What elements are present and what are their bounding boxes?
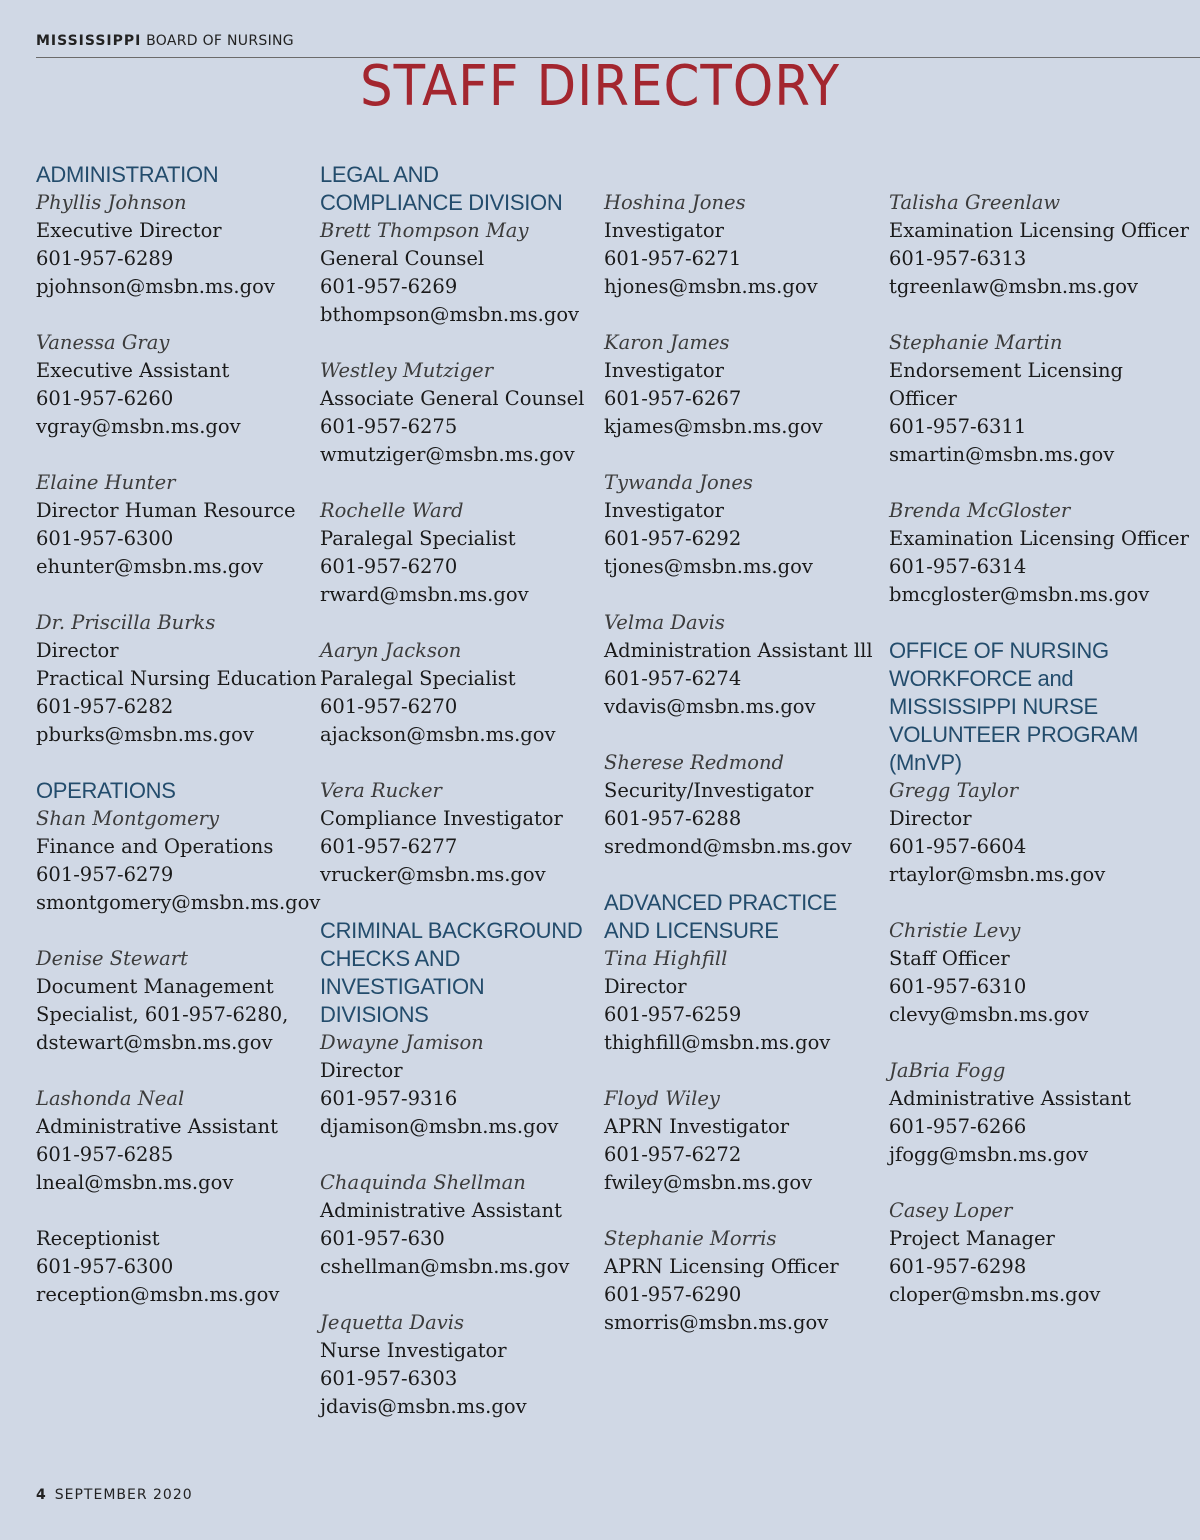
staff-detail: 601-957-630	[320, 1227, 445, 1250]
staff-email[interactable]: bthompson@msbn.ms.gov	[320, 303, 580, 326]
staff-detail: Administrative Assistant	[889, 1087, 1131, 1110]
staff-entry	[320, 1169, 600, 1281]
staff-email[interactable]: pjohnson@msbn.ms.gov	[36, 275, 275, 298]
staff-entry	[320, 357, 600, 469]
staff-name: Rochelle Ward	[320, 499, 464, 522]
directory-column-2	[320, 161, 600, 1421]
staff-name: Dr. Priscilla Burks	[36, 611, 216, 634]
staff-name: Casey Loper	[889, 1199, 1013, 1222]
staff-name: Floyd Wiley	[604, 1087, 720, 1110]
staff-entry	[604, 189, 884, 301]
staff-entry	[889, 917, 1189, 1029]
staff-detail: Paralegal Specialist	[320, 667, 516, 690]
section-heading-line: OFFICE OF NURSING	[889, 638, 1109, 663]
staff-detail: 601-957-6285	[36, 1143, 174, 1166]
staff-entry	[604, 945, 884, 1057]
staff-email[interactable]: jdavis@msbn.ms.gov	[320, 1395, 527, 1418]
staff-name: Christie Levy	[889, 919, 1021, 942]
staff-entry	[604, 469, 884, 581]
staff-detail: Investigator	[604, 219, 724, 242]
staff-detail: 601-957-9316	[320, 1087, 458, 1110]
staff-name: Gregg Taylor	[889, 779, 1019, 802]
section-heading-line: ADMINISTRATION	[36, 162, 219, 187]
staff-entry	[604, 609, 884, 721]
staff-email[interactable]: hjones@msbn.ms.gov	[604, 275, 818, 298]
staff-detail: 601-957-6314	[889, 555, 1027, 578]
staff-entry	[889, 777, 1189, 889]
staff-detail: Director	[889, 807, 972, 830]
staff-entry	[36, 189, 316, 301]
staff-name: Westley Mutziger	[320, 359, 494, 382]
staff-entry	[604, 749, 884, 861]
section-heading-line: MISSISSIPPI NURSE	[889, 694, 1098, 719]
masthead-org-bold: MISSISSIPPI	[36, 33, 142, 49]
staff-email[interactable]: thighfill@msbn.ms.gov	[604, 1031, 831, 1054]
staff-email[interactable]: vrucker@msbn.ms.gov	[320, 863, 546, 886]
staff-entry	[36, 1085, 316, 1197]
staff-detail: 601-957-6271	[604, 247, 742, 270]
masthead	[36, 33, 294, 49]
staff-email[interactable]: bmcgloster@msbn.ms.gov	[889, 583, 1150, 606]
section-heading	[889, 637, 1189, 777]
staff-email[interactable]: lneal@msbn.ms.gov	[36, 1171, 234, 1194]
staff-entry	[36, 329, 316, 441]
staff-entry	[320, 497, 600, 609]
issue-date: SEPTEMBER 2020	[54, 1487, 193, 1503]
staff-detail: Endorsement Licensing	[889, 359, 1123, 382]
staff-detail: Director	[320, 1059, 403, 1082]
staff-entry	[889, 189, 1189, 301]
staff-name: Stephanie Martin	[889, 331, 1063, 354]
staff-name: Talisha Greenlaw	[889, 191, 1061, 214]
section-heading	[36, 161, 316, 189]
page-title: STAFF DIRECTORY	[359, 54, 841, 119]
staff-detail: General Counsel	[320, 247, 485, 270]
staff-entry	[320, 1029, 600, 1141]
staff-email[interactable]: tgreenlaw@msbn.ms.gov	[889, 275, 1139, 298]
staff-detail: Director Human Resource	[36, 499, 296, 522]
staff-email[interactable]: smorris@msbn.ms.gov	[604, 1311, 829, 1334]
staff-detail: 601-957-6300	[36, 1255, 174, 1278]
staff-entry	[604, 329, 884, 441]
staff-entry	[320, 1309, 600, 1421]
staff-detail: 601-957-6288	[604, 807, 742, 830]
staff-detail: Receptionist	[36, 1227, 160, 1250]
staff-detail: 601-957-6274	[604, 667, 742, 690]
staff-detail: Associate General Counsel	[320, 387, 585, 410]
section-heading-line: VOLUNTEER PROGRAM (MnVP)	[889, 722, 1139, 775]
staff-detail: Executive Director	[36, 219, 222, 242]
staff-detail: 601-957-6310	[889, 975, 1027, 998]
directory-column-4	[889, 161, 1189, 1309]
staff-entry	[320, 777, 600, 889]
staff-detail: Finance and Operations	[36, 835, 274, 858]
staff-entry	[36, 805, 321, 917]
staff-email[interactable]: tjones@msbn.ms.gov	[604, 555, 813, 578]
staff-entry	[36, 469, 316, 581]
staff-email[interactable]: cshellman@msbn.ms.gov	[320, 1255, 570, 1278]
staff-detail: Administration Assistant lll	[604, 639, 873, 662]
staff-detail: 601-957-6270	[320, 695, 458, 718]
staff-detail: 601-957-6289	[36, 247, 174, 270]
staff-entry	[36, 945, 316, 1057]
staff-email[interactable]: rtaylor@msbn.ms.gov	[889, 863, 1106, 886]
staff-email[interactable]: reception@msbn.ms.gov	[36, 1283, 280, 1306]
staff-detail: Paralegal Specialist	[320, 527, 516, 550]
staff-email[interactable]: pburks@msbn.ms.gov	[36, 723, 254, 746]
page-number: 4	[36, 1487, 47, 1503]
staff-detail: 601-957-6298	[889, 1255, 1027, 1278]
staff-detail: 601-957-6260	[36, 387, 174, 410]
staff-entry	[889, 329, 1189, 469]
staff-name: Tina Highfill	[604, 947, 728, 970]
staff-name: Sherese Redmond	[604, 751, 785, 774]
staff-detail: 601-957-6269	[320, 275, 458, 298]
staff-detail: Practical Nursing Education	[36, 667, 317, 690]
staff-name: Hoshina Jones	[604, 191, 746, 214]
staff-detail: Specialist, 601-957-6280,	[36, 1003, 289, 1026]
staff-email[interactable]: rward@msbn.ms.gov	[320, 583, 529, 606]
staff-entry	[36, 609, 316, 749]
staff-name: Karon James	[604, 331, 730, 354]
staff-detail: 601-957-6303	[320, 1367, 458, 1390]
staff-detail: Document Management	[36, 975, 274, 998]
staff-detail: APRN Licensing Officer	[604, 1255, 839, 1278]
staff-detail: 601-957-6292	[604, 527, 742, 550]
staff-detail: 601-957-6300	[36, 527, 174, 550]
staff-entry	[320, 637, 600, 749]
staff-detail: Compliance Investigator	[320, 807, 563, 830]
section-heading	[320, 917, 600, 1029]
staff-detail: Nurse Investigator	[320, 1339, 507, 1362]
staff-detail: 601-957-6311	[889, 415, 1027, 438]
staff-detail: Examination Licensing Officer	[889, 219, 1189, 242]
staff-email[interactable]: wmutziger@msbn.ms.gov	[320, 443, 575, 466]
staff-detail: 601-957-6259	[604, 1003, 742, 1026]
staff-detail: Director	[604, 975, 687, 998]
staff-entry	[889, 1197, 1189, 1309]
staff-email[interactable]: cloper@msbn.ms.gov	[889, 1283, 1101, 1306]
staff-detail: Administrative Assistant	[320, 1199, 562, 1222]
staff-detail: 601-957-6272	[604, 1143, 742, 1166]
section-heading	[36, 777, 316, 805]
staff-name: Elaine Hunter	[36, 471, 176, 494]
section-heading-line: LEGAL AND	[320, 162, 439, 187]
staff-detail: 601-957-6282	[36, 695, 174, 718]
staff-detail: 601-957-6270	[320, 555, 458, 578]
staff-detail: 601-957-6277	[320, 835, 458, 858]
section-heading-line: ADVANCED PRACTICE	[604, 890, 837, 915]
staff-email[interactable]: dstewart@msbn.ms.gov	[36, 1031, 273, 1054]
masthead-org-rest: BOARD OF NURSING	[146, 33, 294, 49]
staff-detail: Staff Officer	[889, 947, 1010, 970]
staff-detail: 601-957-6275	[320, 415, 458, 438]
staff-detail: 601-957-6604	[889, 835, 1027, 858]
section-heading	[604, 889, 884, 945]
staff-entry	[889, 497, 1189, 609]
staff-entry	[36, 1225, 316, 1309]
staff-detail: 601-957-6290	[604, 1283, 742, 1306]
staff-detail: Director	[36, 639, 119, 662]
staff-entry	[604, 1085, 884, 1197]
staff-detail: Investigator	[604, 359, 724, 382]
staff-detail: 601-957-6279	[36, 863, 174, 886]
staff-email[interactable]: vdavis@msbn.ms.gov	[604, 695, 816, 718]
staff-detail: 601-957-6266	[889, 1115, 1027, 1138]
staff-email[interactable]: sredmond@msbn.ms.gov	[604, 835, 852, 858]
staff-entry	[320, 217, 600, 329]
staff-name: Vanessa Gray	[36, 331, 170, 354]
staff-email[interactable]: djamison@msbn.ms.gov	[320, 1115, 559, 1138]
section-heading-line: CHECKS AND INVESTIGATION	[320, 946, 485, 999]
section-heading-line: AND LICENSURE	[604, 918, 779, 943]
section-heading-line: CRIMINAL BACKGROUND	[320, 918, 583, 943]
staff-name: Jequetta Davis	[320, 1311, 464, 1334]
staff-email[interactable]: smontgomery@msbn.ms.gov	[36, 891, 321, 914]
staff-detail: 601-957-6313	[889, 247, 1027, 270]
staff-name: Chaquinda Shellman	[320, 1171, 526, 1194]
staff-name: JaBria Fogg	[889, 1059, 1006, 1082]
section-heading-line: COMPLIANCE DIVISION	[320, 190, 563, 215]
staff-detail: Project Manager	[889, 1227, 1055, 1250]
staff-name: Tywanda Jones	[604, 471, 753, 494]
staff-name: Lashonda Neal	[36, 1087, 185, 1110]
staff-entry	[889, 1057, 1189, 1169]
directory-column-1	[36, 161, 321, 1309]
staff-email[interactable]: ajackson@msbn.ms.gov	[320, 723, 556, 746]
staff-detail: Security/Investigator	[604, 779, 814, 802]
section-heading-line: DIVISIONS	[320, 1002, 429, 1027]
section-heading-line: OPERATIONS	[36, 778, 176, 803]
staff-name: Brenda McGloster	[889, 499, 1071, 522]
staff-name: Dwayne Jamison	[320, 1031, 484, 1054]
staff-detail: Executive Assistant	[36, 359, 230, 382]
staff-name: Phyllis Johnson	[36, 191, 187, 214]
section-heading-line: WORKFORCE and	[889, 666, 1074, 691]
staff-email[interactable]: vgray@msbn.ms.gov	[36, 415, 241, 438]
staff-email[interactable]: ehunter@msbn.ms.gov	[36, 555, 264, 578]
staff-detail: Investigator	[604, 499, 724, 522]
staff-email[interactable]: fwiley@msbn.ms.gov	[604, 1171, 813, 1194]
staff-name: Denise Stewart	[36, 947, 188, 970]
staff-detail: APRN Investigator	[604, 1115, 790, 1138]
section-heading	[320, 161, 600, 217]
staff-name: Vera Rucker	[320, 779, 442, 802]
staff-entry	[604, 1225, 884, 1337]
staff-name: Stephanie Morris	[604, 1227, 777, 1250]
staff-detail: Examination Licensing Officer	[889, 527, 1189, 550]
staff-name: Velma Davis	[604, 611, 725, 634]
staff-email[interactable]: smartin@msbn.ms.gov	[889, 443, 1115, 466]
directory-column-3	[604, 161, 884, 1337]
staff-name: Aaryn Jackson	[320, 639, 462, 662]
staff-detail: Administrative Assistant	[36, 1115, 278, 1138]
staff-name: Shan Montgomery	[36, 807, 219, 830]
staff-email[interactable]: clevy@msbn.ms.gov	[889, 1003, 1089, 1026]
staff-email[interactable]: kjames@msbn.ms.gov	[604, 415, 823, 438]
staff-detail: 601-957-6267	[604, 387, 742, 410]
staff-email[interactable]: jfogg@msbn.ms.gov	[889, 1143, 1089, 1166]
staff-name: Brett Thompson May	[320, 219, 529, 242]
staff-detail: Officer	[889, 387, 957, 410]
page-footer	[36, 1487, 193, 1503]
